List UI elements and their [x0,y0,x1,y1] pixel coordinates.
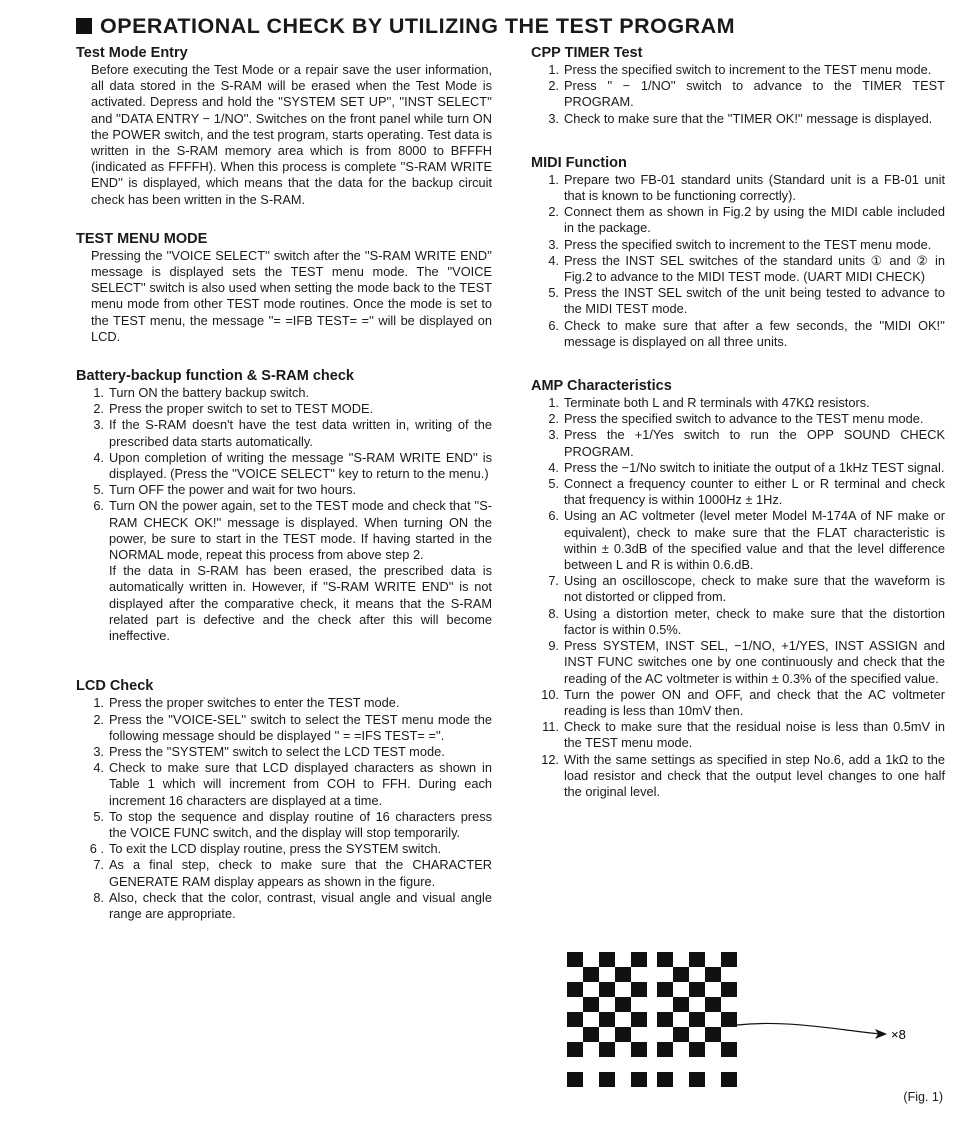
list-item [531,573,945,605]
checker-cell [721,952,737,967]
test-mode-entry-heading: Test Mode Entry [76,45,188,61]
midi-function-heading: MIDI Function [531,154,627,171]
list-item [531,606,945,638]
checker-cell [631,952,647,967]
step-number: 8. [548,605,559,621]
step-text: Turn the power ON and OFF, and check that the AC voltmeter reading is less than 10mV then. [564,686,945,718]
checker-cell [583,967,599,982]
list-item [531,427,945,459]
step-number: 5. [548,285,559,301]
list-item [531,719,945,751]
checker-cell [673,997,689,1012]
cursor-block [657,1072,673,1087]
list-item [531,111,945,127]
step-text: Check to make sure that after a few seconds, the ''MIDI OK!'' message is displayed on all three units. [564,317,945,349]
step-number: 2. [548,204,559,220]
character-ram-figure [565,950,945,1115]
checker-cell [657,952,673,967]
list-item [531,62,945,78]
figure-label: ×8 [891,1027,906,1042]
list-item [531,638,945,687]
step-text: Using a distortion meter, check to make sure that the distortion factor is within 0.5%. [564,605,945,637]
list-item [531,460,945,476]
checker-pattern-right [657,952,737,1057]
checker-pattern-left [567,952,647,1057]
checker-cell [705,967,721,982]
step-number: 4. [548,252,559,268]
lcd-check-heading: LCD Check [76,678,154,695]
step-number: 10. [541,686,559,702]
step-number: 6. [548,508,559,524]
step-number: 3. [548,236,559,252]
step-text: Also, check that the color, contrast, visual angle and visual angle range are appropriate. [109,889,492,921]
step-number: 1. [93,385,104,401]
step-number: 12. [541,751,559,767]
step-text: Press the −1/No switch to initiate the output of a 1kHz TEST signal. [564,459,945,475]
cursor-block [567,1072,583,1087]
list-item [76,809,492,841]
step-text: To stop the sequence and display routine of 16 characters press the VOICE FUNC switch, and the display will stop temporarily. [109,808,492,840]
step-number: 2. [93,401,104,417]
list-item [531,237,945,253]
step-number: 11. [542,719,559,735]
step-number: 3. [93,743,104,759]
cursor-block [721,1072,737,1087]
step-text: Check to make sure that the residual noise is less than 0.5mV in the TEST menu mode. [564,719,945,751]
step-text: Terminate both L and R terminals with 47KΩ resistors. [564,395,870,411]
checker-cell [599,982,615,997]
list-item [531,172,945,204]
step-text: To exit the LCD display routine, press the SYSTEM switch. [109,841,442,857]
step-text-continued: If the data in S-RAM has been erased, the prescribed data is automatically written in. However, if ''S-RAM WRITE END'' is not displayed after the comparative check, it means that the S-RAM related part is defective and the check after this will become ineffective. [109,563,492,644]
step-number: 5. [548,476,559,492]
list-item [531,318,945,350]
step-number: 6. [548,317,559,333]
page-title [76,14,946,39]
step-number: 6. [93,498,104,514]
checker-cell [615,997,631,1012]
list-item [76,450,492,482]
list-item [531,253,945,285]
checker-cell [705,997,721,1012]
checker-cell [673,1027,689,1042]
list-item [531,411,945,427]
step-text: Press the +1/Yes switch to run the OPP SOUND CHECK PROGRAM. [564,427,945,459]
step-number: 4. [93,449,104,465]
step-number: 5. [93,482,104,498]
list-item [531,285,945,317]
page-title-text: OPERATIONAL CHECK BY UTILIZING THE TEST PROGRAM [100,14,736,38]
step-number: 2. [548,78,559,94]
list-item [76,712,492,744]
cursor-row [567,1072,737,1087]
checker-cell [689,1012,705,1027]
checker-cell [721,1012,737,1027]
list-item [76,482,492,498]
step-text: Press the INST SEL switch of the unit being tested to advance to the MIDI TEST mode. [564,285,945,317]
step-text: Press the proper switches to enter the TEST mode. [109,695,400,711]
step-number: 1. [93,695,104,711]
step-number: 7. [93,857,104,873]
left-column [76,44,492,922]
amp-characteristics-steps [531,395,945,800]
list-item [76,744,492,760]
step-text: Press the specified switch to advance to the TEST menu mode. [564,411,924,427]
checker-cell [615,1027,631,1042]
step-number: 3. [93,417,104,433]
checker-cell [657,1012,673,1027]
list-item [531,204,945,236]
test-mode-entry-text: Before executing the Test Mode or a repair save the user information, all data stored in the S-RAM will be erased when the Test Mode is activated. Depress and hold the ''SYSTEM SET UP'', ''INST SELECT'' and ''DATA ENTRY − 1/NO''. Switches on the front panel while turn ON the POWER switch, and the test program, starts operating. Test data is written in the S-RAM memory area which is from 8000 to BFFFH (indicated as FFFFH). When this process is complete ''S-RAM WRITE END'' is displayed, which means that the data for the backup circuit check has been written in the S-RAM. [91,62,492,207]
leader-line [737,1023,880,1034]
step-text: Turn OFF the power and wait for two hours. [109,482,357,498]
checker-cell [631,1012,647,1027]
list-item [76,401,492,417]
step-text: Press SYSTEM, INST SEL, −1/NO, +1/YES, INST ASSIGN and INST FUNC switches one by one continuously and check that the reading of the AC voltmeter is within ± 0.3% of the specified value. [564,638,945,686]
step-number: 2. [548,411,559,427]
test-menu-mode-text: Pressing the ''VOICE SELECT'' switch after the ''S-RAM WRITE END'' message is displayed sets the TEST menu mode. The ''VOICE SELECT'' switch is also used when setting the mode back to the TEST menu mode from other TEST mode routines. Once the mode is set to the TEST menu, the message ''= =IFB TEST= ='' will be displayed on LCD. [91,247,492,344]
list-item [76,695,492,711]
checker-cell [631,982,647,997]
step-text: Check to make sure that the ''TIMER OK!'' message is displayed. [564,110,933,126]
list-item [531,508,945,573]
step-text: Press the ''VOICE-SEL'' switch to select the TEST menu mode the following message should be displayed '' = =IFS TEST= =''. [109,711,492,743]
step-text: Using an oscilloscope, check to make sure that the waveform is not distorted or clipped from. [564,573,945,605]
step-number: 7. [548,573,559,589]
list-item [76,385,492,401]
step-text: Prepare two FB-01 standard units (Standard unit is a FB-01 unit that is known to be functioning correctly). [564,171,945,204]
step-text: Press the proper switch to set to TEST MODE. [109,401,374,417]
step-text: Press the INST SEL switches of the standard units ① and ② in Fig.2 to advance to the MIDI TEST mode. (UART MIDI CHECK) [564,252,945,285]
checker-cell [567,952,583,967]
checker-cell [631,1042,647,1057]
checker-cell [583,997,599,1012]
cursor-block [631,1072,647,1087]
list-item [76,498,492,644]
step-number: 3. [548,427,559,443]
list-item [76,417,492,449]
battery-backup-steps [76,385,492,644]
checker-cell [567,1042,583,1057]
checker-cell [599,1012,615,1027]
list-item [531,752,945,801]
test-menu-mode-heading: TEST MENU MODE [76,230,208,247]
step-number: 5. [93,808,104,824]
midi-function-steps [531,172,945,350]
checker-cell [721,1042,737,1057]
checker-cell [673,967,689,982]
step-number: 3. [548,110,559,126]
checker-cell [705,1027,721,1042]
list-item [76,857,492,889]
step-number: 6 . [89,841,104,857]
step-text: Turn ON the power again, set to the TEST mode and check that ''S-RAM CHECK OK!'' message is displayed. When turning ON the power, be sure to start in the TEST mode. If having started in the NORMAL mode, repeat this process from above step 2. [109,498,492,563]
checker-cell [657,1042,673,1057]
cursor-block [599,1072,615,1087]
step-text: Upon completion of writing the message ''S-RAM WRITE END'' is displayed. (Press the ''VOICE SELECT'' key to return to the menu.) [109,449,492,482]
step-text: Press the specified switch to increment to the TEST menu mode. [564,236,932,252]
checker-cell [567,1012,583,1027]
cpp-timer-heading: CPP TIMER Test [531,45,643,61]
checker-cell [583,1027,599,1042]
right-column [531,44,945,800]
checker-cell [721,982,737,997]
checker-cell [689,952,705,967]
bullet-square-icon [76,18,92,34]
checker-cell [599,952,615,967]
step-number: 1. [548,171,559,187]
checker-cell [615,967,631,982]
step-text: Press the ''SYSTEM'' switch to select the LCD TEST mode. [109,743,445,759]
step-text: Press the specified switch to increment to the TEST menu mode. [564,62,932,77]
list-item [531,687,945,719]
list-item [76,890,492,922]
step-number: 8. [93,889,104,905]
step-number: 1. [548,62,559,77]
step-text: Press '' − 1/NO'' switch to advance to the TIMER TEST PROGRAM. [564,78,945,110]
step-text: Connect them as shown in Fig.2 by using the MIDI cable included in the package. [564,204,945,236]
step-text: Connect a frequency counter to either L or R terminal and check that frequency is within 1000Hz ± 1Hz. [564,476,945,508]
step-number: 4. [548,459,559,475]
checker-cell [689,1042,705,1057]
checker-cell [599,1042,615,1057]
checker-cell [657,982,673,997]
list-item [76,841,492,857]
step-number: 9. [548,638,559,654]
cpp-timer-steps [531,62,945,127]
step-text: With the same settings as specified in step No.6, add a 1kΩ to the load resistor and check that the output level changes to one half the original level. [564,751,945,799]
step-text: As a final step, check to make sure that the CHARACTER GENERATE RAM display appears as shown in the figure. [109,857,492,889]
cursor-block [689,1072,705,1087]
figure-caption: (Fig. 1) [903,1090,943,1104]
step-number: 1. [548,395,559,411]
list-item [531,395,945,411]
lcd-check-steps [76,695,492,922]
checker-cell [689,982,705,997]
amp-characteristics-heading: AMP Characteristics [531,378,672,395]
step-text: If the S-RAM doesn't have the test data written in, writing of the prescribed data starts automatically. [109,417,492,449]
step-text: Check to make sure that LCD displayed characters as shown in Table 1 which will increment from COH to FFH. During each increment 16 characters are displayed at a time. [109,760,492,808]
checker-cell [567,982,583,997]
step-number: 4. [93,760,104,776]
list-item [531,78,945,110]
step-text: Turn ON the battery backup switch. [109,385,310,401]
battery-backup-heading: Battery-backup function & S-RAM check [76,368,354,385]
step-number: 2. [93,711,104,727]
step-text: Using an AC voltmeter (level meter Model M-174A of NF make or equivalent), check to make sure that the FLAT characteristic is within ± 0.3dB of the specified value and that the level difference between L and R is within 0.6.dB. [564,508,945,573]
list-item [76,760,492,809]
list-item [531,476,945,508]
